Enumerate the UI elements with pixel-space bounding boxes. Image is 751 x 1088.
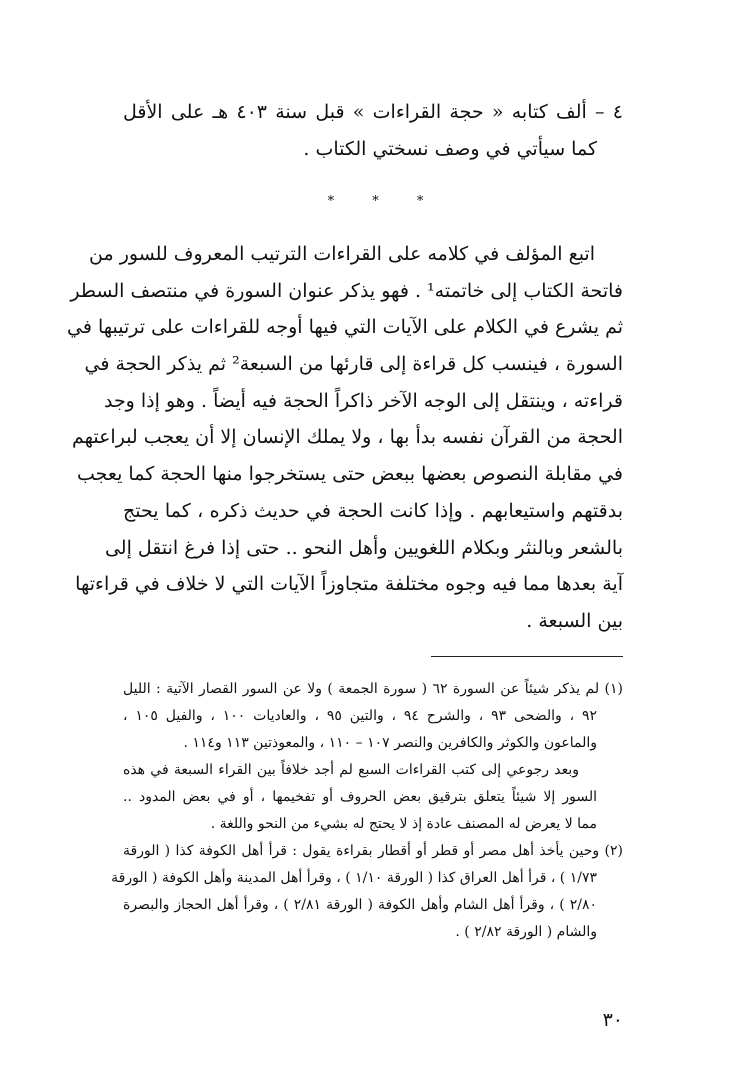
paragraph-line: فاتحة الكتاب إلى خاتمته¹ . فهو يذكر عنوان السورة في منتصف السطر: [70, 279, 623, 302]
footnote-line: ٩٢ ، والضحى ٩٣ ، والشرح ٩٤ ، والتين ٩٥ ، والعاديات ١٠٠ ، والفيل ١٠٥ ،: [123, 708, 597, 724]
footnotes: [111, 676, 623, 946]
footnote-1: [123, 676, 623, 838]
item4-line-1: ٤ – ألف كتابه « حجة القراءات » قبل سنة ٤٠٣ هـ على الأقل: [123, 101, 623, 123]
footnote-line: ١/٧٣ ) ، قرأ أهل العراق كذا ( الورقة ١/١٠ ) ، وقرأ أهل المدينة وأهل الكوفة ( الورقة: [111, 870, 597, 886]
footnote-line: ٢/٨٠ ) ، وقرأ أهل الشام وأهل الكوفة ( الورقة ٢/٨١ ) ، وقرأ أهل الحجاز والبصرة: [123, 897, 597, 913]
separator-star: *: [327, 194, 335, 209]
section-separator: [0, 194, 751, 209]
separator-star: *: [372, 194, 379, 209]
footnote-line: مما لا يعرض له المصنف عادة إذ لا يحتج له بشيء من النحو واللغة .: [210, 816, 597, 832]
paragraph-line: بالشعر وبالنثر وبكلام اللغويين وأهل النحو .. حتى إذا فرغ انتقل إلى: [104, 536, 623, 559]
paragraph-line: بدقتهم واستيعابهم . وإذا كانت الحجة في حديث ذكره ، كما يحتج: [123, 499, 623, 522]
footnote-line: والماعون والكوثر والكافرين والنصر ١٠٧ – ١١٠ ، والمعوذتين ١١٣ و١١٤ .: [183, 735, 597, 751]
footnote-line: وبعد رجوعي إلى كتب القراءات السبع لم أجد خلافاً بين القراء السبعة في هذه: [123, 762, 579, 778]
paragraph-line: السورة ، فينسب كل قراءة إلى قارئها من السبعة² ثم يذكر الحجة في: [84, 353, 623, 376]
footnote-line: والشام ( الورقة ٢/٨٢ ) .: [455, 924, 597, 940]
separator-star: *: [416, 194, 424, 209]
footnote-2: [111, 838, 623, 946]
item4-line-2: كما سيأتي في وصف نسختي الكتاب .: [303, 138, 597, 160]
paragraph-line: آية بعدها مما فيه وجوه مختلفة متجاوزاً الآيات التي لا خلاف في قراءتها: [75, 573, 623, 596]
footnote-rule: [431, 656, 623, 657]
footnote-line: (٢) وحين يأخذ أهل مصر أو قطر أو أقطار بقراءة يقول : قرأ أهل الكوفة كذا ( الورقة: [123, 843, 623, 859]
main-paragraph: [67, 236, 623, 640]
paragraph-line: اتبع المؤلف في كلامه على القراءات الترتيب المعروف للسور من: [89, 243, 595, 265]
paragraph-line: في مقابلة النصوص بعضها ببعض حتى يستخرجوا منها الحجة كما يعجب: [77, 463, 623, 486]
footnote-line: السور إلا شيئاً يتعلق بترقيق بعض الحروف أو تفخيمها ، أو في بعض المدود ..: [123, 789, 597, 805]
paragraph-line: قراءته ، وينتقل إلى الوجه الآخر ذاكراً الحجة فيه أيضاً . وهو إذا وجد: [103, 389, 623, 412]
paragraph-line: ثم يشرع في الكلام على الآيات التي فيها أوجه للقراءات على ترتيبها في: [67, 316, 623, 339]
page-number: ٣٠: [602, 1009, 623, 1031]
footnote-line: (١) لم يذكر شيئاً عن السورة ٦٢ ( سورة الجمعة ) ولا عن السور القصار الآتية : الليل: [123, 681, 623, 697]
paragraph-line: بين السبعة .: [526, 609, 623, 632]
list-item-4: [123, 94, 623, 168]
paragraph-line: الحجة من القرآن نفسه بدأ بها ، ولا يملك الإنسان إلا أن يعجب لبراعتهم: [71, 426, 623, 449]
